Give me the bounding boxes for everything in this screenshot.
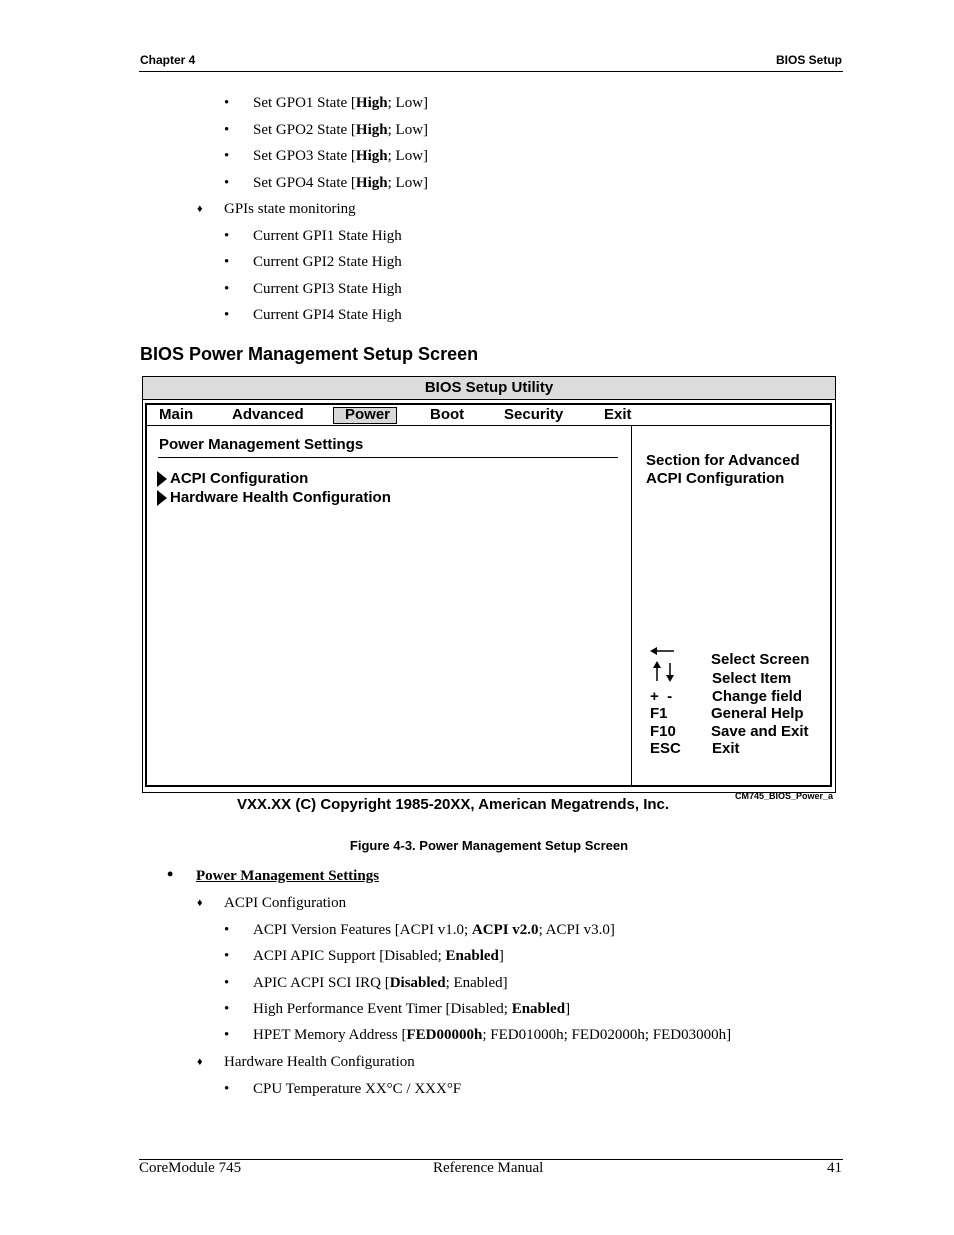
key-desc: Select Screen <box>711 651 810 668</box>
bullet: • <box>224 148 230 164</box>
bullet: • <box>224 922 230 938</box>
page-number: 41 <box>827 1160 842 1176</box>
bullet: • <box>224 307 230 323</box>
bullet: • <box>224 228 230 244</box>
header-chapter: Chapter 4 <box>140 53 196 67</box>
footer-product: CoreModule 745 <box>139 1160 242 1176</box>
key-name: F1 <box>650 705 668 722</box>
bullet: • <box>224 281 230 297</box>
header-section: BIOS Setup <box>775 53 842 67</box>
list-item: Current GPI4 State High <box>253 307 402 323</box>
list-item: Current GPI3 State High <box>253 281 402 297</box>
submenu-arrow-icon <box>157 490 167 506</box>
key-desc: Select Item <box>712 670 792 687</box>
menu-advanced[interactable]: Advanced <box>232 406 304 423</box>
list-item: Current GPI1 State High <box>253 228 402 244</box>
list-item: Set GPO3 State [High; Low] <box>253 148 429 164</box>
panel-title: Power Management Settings <box>159 436 364 453</box>
bullet: • <box>224 95 230 111</box>
bullet: • <box>224 975 230 991</box>
menu-boot[interactable]: Boot <box>430 406 465 423</box>
panel-title-rule <box>158 457 618 458</box>
bullet: • <box>224 122 230 138</box>
key-name: F10 <box>650 723 676 740</box>
panel-divider <box>631 426 632 786</box>
bullet: • <box>224 1001 230 1017</box>
figure-caption: Figure 4-3. Power Management Setup Screen <box>349 838 629 853</box>
menu-main[interactable]: Main <box>159 406 194 423</box>
key-name: + - <box>650 688 673 705</box>
bullet: • <box>224 1027 230 1043</box>
menu-exit[interactable]: Exit <box>604 406 632 423</box>
bullet: • <box>224 948 230 964</box>
image-tag: CM745_BIOS_Power_a <box>735 791 834 801</box>
list-item: High Performance Event Timer [Disabled; Enabled] <box>253 1001 571 1017</box>
submenu-arrow-icon <box>157 471 167 487</box>
list-item: Set GPO1 State [High; Low] <box>253 95 429 111</box>
list-item: Current GPI2 State High <box>253 254 402 270</box>
list-item: HPET Memory Address [FED00000h; FED01000h; FED02000h; FED03000h] <box>253 1027 732 1043</box>
header-rule <box>139 71 843 72</box>
menu-security[interactable]: Security <box>504 406 564 423</box>
list-item: APIC ACPI SCI IRQ [Disabled; Enabled] <box>253 975 508 991</box>
key-desc: Exit <box>712 740 740 757</box>
list-item: ACPI APIC Support [Disabled; Enabled] <box>253 948 504 964</box>
bios-title: BIOS Setup Utility <box>424 379 554 396</box>
help-text-line1: Section for Advanced <box>646 452 800 469</box>
diamond-bullet-icon: ♦ <box>197 897 203 909</box>
acpi-heading: ACPI Configuration <box>224 895 347 911</box>
list-item: Set GPO2 State [High; Low] <box>253 122 429 138</box>
entry-acpi-configuration[interactable]: ACPI Configuration <box>170 470 309 487</box>
key-desc: Change field <box>712 688 803 705</box>
bullet: • <box>224 254 230 270</box>
bullet: • <box>224 1081 230 1097</box>
menubar-rule <box>147 425 832 426</box>
key-desc: Save and Exit <box>711 723 809 740</box>
menu-power[interactable]: Power <box>345 406 391 423</box>
diamond-bullet-icon: ♦ <box>197 1056 203 1068</box>
list-item: Set GPO4 State [High; Low] <box>253 175 429 191</box>
diamond-bullet-icon: ♦ <box>197 203 203 215</box>
pm-heading: Power Management Settings <box>196 868 380 884</box>
gpi-heading: GPIs state monitoring <box>224 201 356 217</box>
section-title: BIOS Power Management Setup Screen <box>140 344 479 364</box>
list-item: ACPI Version Features [ACPI v1.0; ACPI v2.0; ACPI v3.0] <box>253 922 615 938</box>
up-down-arrow-icon <box>652 661 678 683</box>
entry-hardware-health[interactable]: Hardware Health Configuration <box>170 489 391 506</box>
list-item: CPU Temperature XX°C / XXX°F <box>253 1081 462 1097</box>
footer-doc-title: Reference Manual <box>433 1160 544 1176</box>
bullet: • <box>167 864 174 884</box>
hw-heading: Hardware Health Configuration <box>224 1054 415 1070</box>
key-desc: General Help <box>711 705 804 722</box>
key-name: ESC <box>650 740 681 757</box>
help-text-line2: ACPI Configuration <box>646 470 785 487</box>
bios-copyright: VXX.XX (C) Copyright 1985-20XX, American Megatrends, Inc. <box>237 796 670 813</box>
bullet: • <box>224 175 230 191</box>
left-arrow-icon <box>650 644 676 658</box>
